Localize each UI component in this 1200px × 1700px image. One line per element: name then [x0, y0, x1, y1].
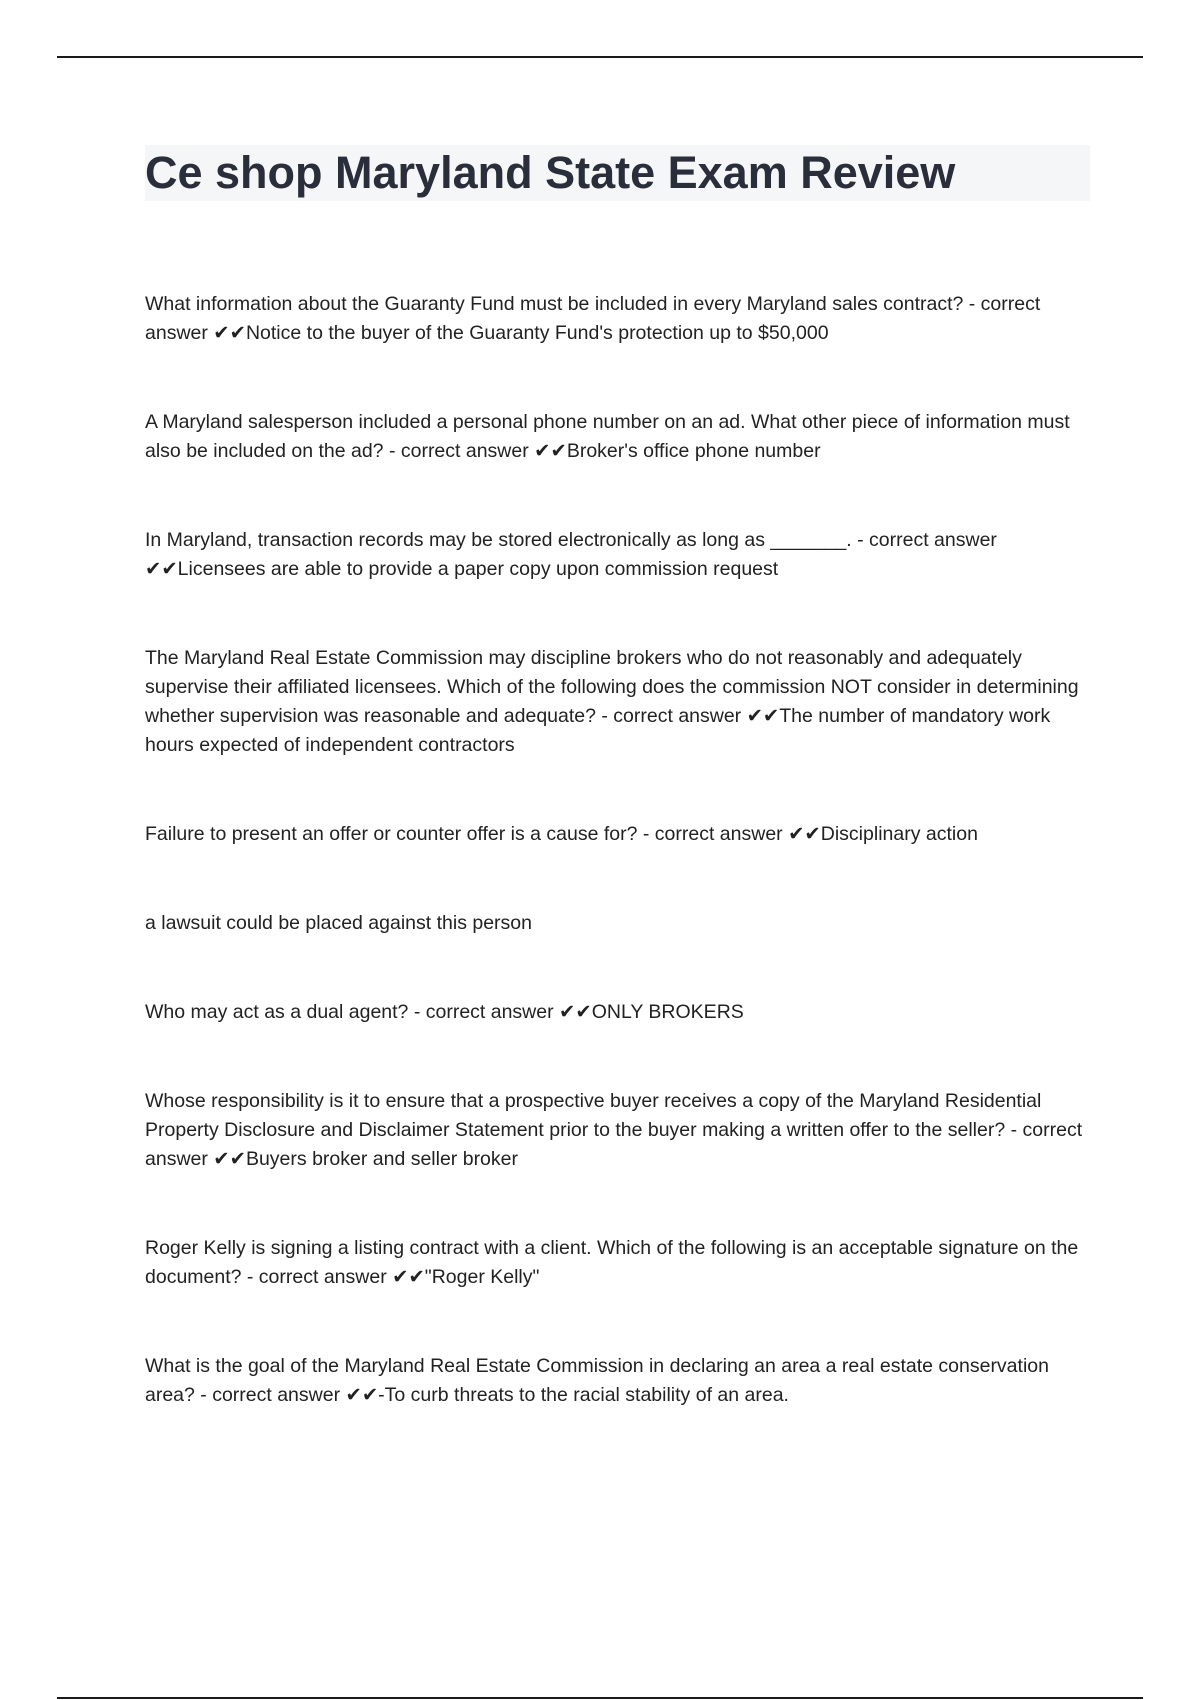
qa-item: Roger Kelly is signing a listing contract with a client. Which of the following is an acceptable signature on the document? - correct answer ✔✔"Roger Kelly": [145, 1237, 1079, 1288]
top-divider: [57, 56, 1143, 58]
qa-item: The Maryland Real Estate Commission may discipline brokers who do not reasonably and adequately supervise their affiliated licensees. Which of the following does the commission NOT consider in determining whether supervision was reasonable and adequate? - correct answer ✔✔The number of mandatory work hours expected of independent contractors: [145, 647, 1079, 756]
qa-item: What is the goal of the Maryland Real Estate Commission in declaring an area a real estate conservation area? - correct answer ✔✔-To curb threats to the racial stability of an area.: [145, 1355, 1049, 1406]
qa-item: A Maryland salesperson included a personal phone number on an ad. What other piece of information must also be included on the ad? - correct answer ✔✔Broker's office phone number: [145, 411, 1070, 462]
bottom-divider: [57, 1697, 1143, 1699]
qa-item: Failure to present an offer or counter offer is a cause for? - correct answer ✔✔Disciplinary action: [145, 823, 978, 845]
document-title: Ce shop Maryland State Exam Review: [145, 147, 956, 198]
qa-item: Whose responsibility is it to ensure that a prospective buyer receives a copy of the Maryland Residential Property Disclosure and Disclaimer Statement prior to the buyer making a written offer to the seller? - correct answer ✔✔Buyers broker and seller broker: [145, 1090, 1083, 1170]
qa-item: In Maryland, transaction records may be stored electronically as long as _______. - correct answer ✔✔Licensees are able to provide a paper copy upon commission request: [145, 529, 997, 580]
qa-item: a lawsuit could be placed against this person: [145, 912, 532, 934]
title-banner: [145, 145, 1090, 201]
qa-item: What information about the Guaranty Fund must be included in every Maryland sales contract? - correct answer ✔✔Notice to the buyer of the Guaranty Fund's protection up to $50,000: [145, 293, 1041, 344]
qa-item: Who may act as a dual agent? - correct answer ✔✔ONLY BROKERS: [145, 1001, 744, 1023]
qa-list: [145, 290, 1090, 1470]
